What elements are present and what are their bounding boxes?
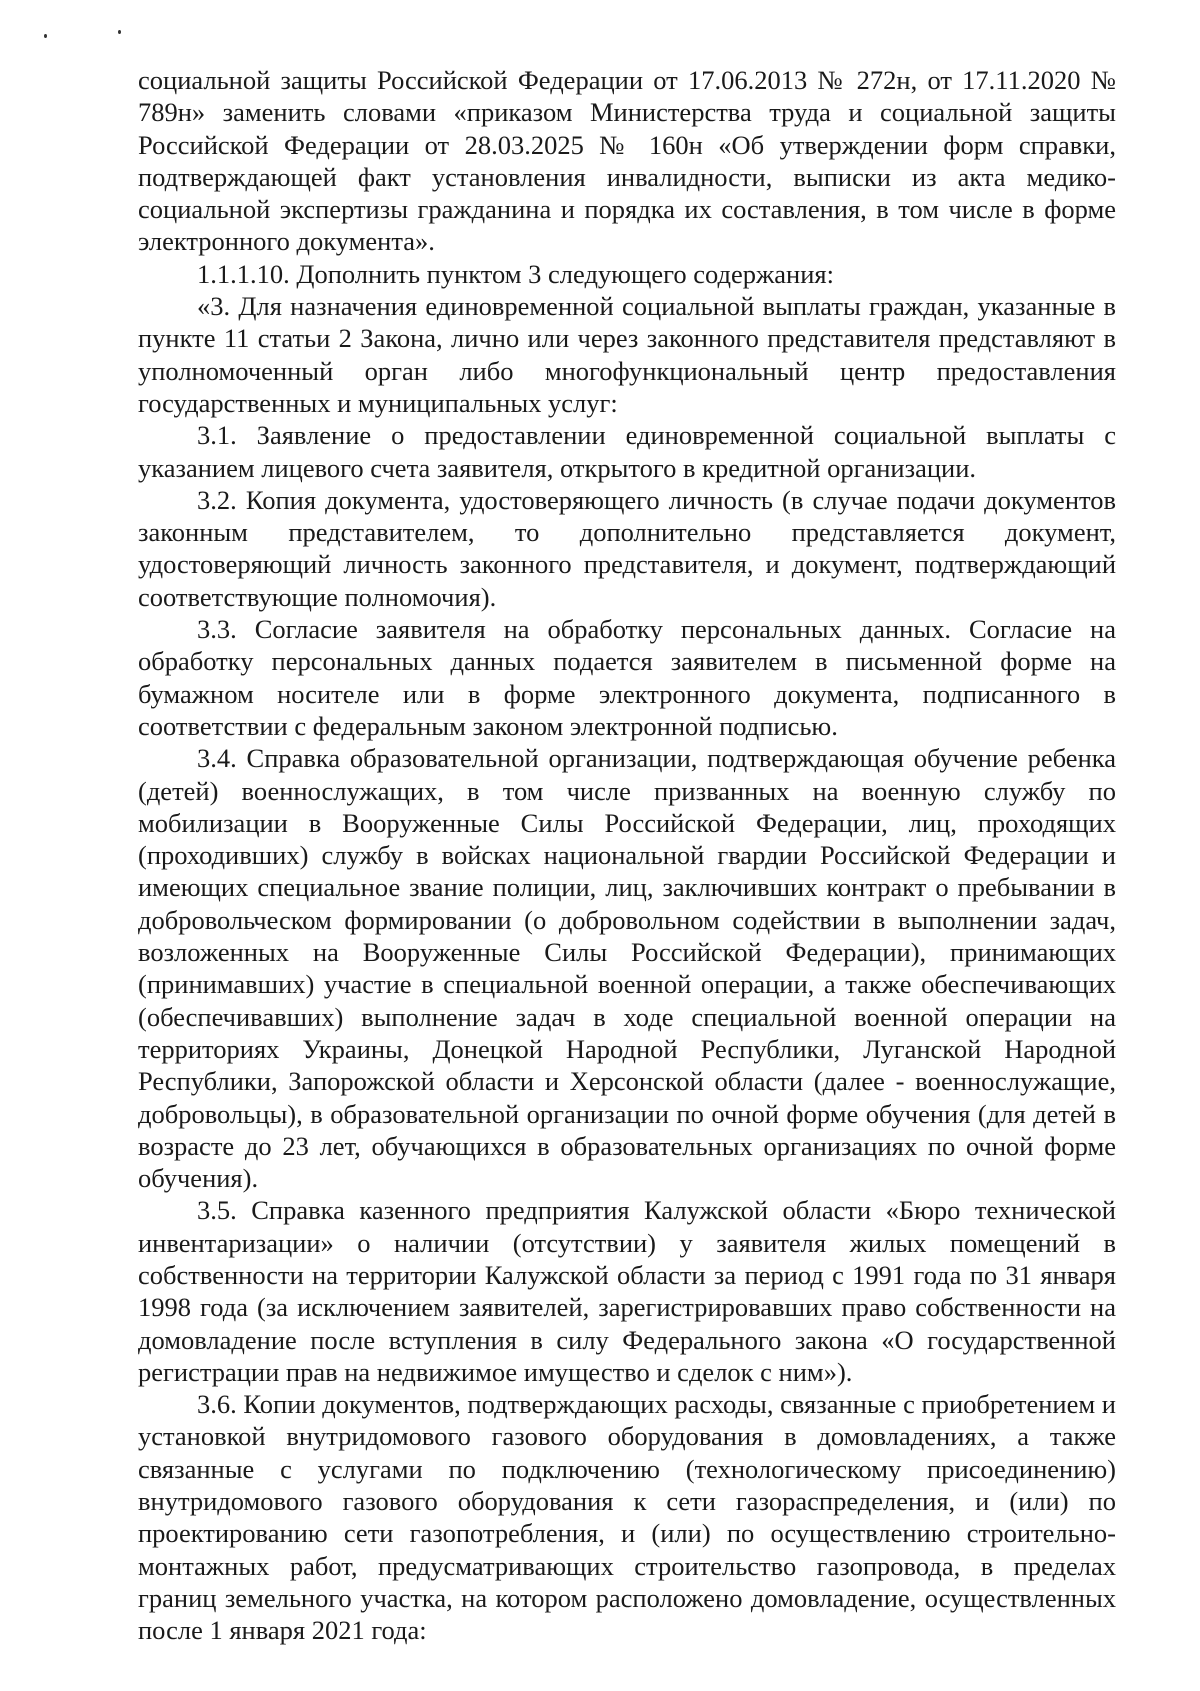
paragraph-item-3-2: 3.2. Копия документа, удостоверяющего личность (в случае подачи документов законным представителем, то дополнительно представляется документ, удостоверяющий личность законного представителя, и документ, подтверждающий соответствующие полномочия).	[138, 484, 1116, 612]
paragraph-item-3: «3. Для назначения единовременной социальной выплаты граждан, указанные в пункте 11 статьи 2 Закона, лично или через законного представителя представляют в уполномоченный орган либо многофункциональный центр предоставления государственных и муниципальных услуг:	[138, 291, 1116, 418]
scan-speck	[44, 34, 47, 38]
paragraph-item-3-1: 3.1. Заявление о предоставлении единовременной социальной выплаты с указанием лицевого счета заявителя, открытого в кредитной организации.	[138, 420, 1116, 483]
paragraph-item-3-6: 3.6. Копии документов, подтверждающих расходы, связанные с приобретением и установкой внутридомового газового оборудования в домовладениях, а также связанные с услугами по подключению (технологическому присоединению) внутридомового газового оборудования к сети газораспределения, и (или) по проектированию сети газопотребления, и (или) по осуществлению строительно-монтажных работ, предусматривающих строительство газопровода, в пределах границ земельного участка, на котором расположено домовладение, осуществленных после 1 января 2021 года:	[138, 1389, 1116, 1646]
paragraph-item-3-5: 3.5. Справка казенного предприятия Калужской области «Бюро технической инвентаризации» о наличии (отсутствии) у заявителя жилых помещений в собственности на территории Калужской области за период с 1991 года по 31 января 1998 года (за исключением заявителей, зарегистрировавших право собственности на домовладение после вступления в силу Федерального закона «О государственной регистрации прав на недвижимое имущество и сделок с ним»).	[138, 1195, 1116, 1387]
paragraph-item-1-1-1-10: 1.1.1.10. Дополнить пунктом 3 следующего содержания:	[197, 258, 834, 289]
paragraph-item-3-3: 3.3. Согласие заявителя на обработку персональных данных. Согласие на обработку персональных данных подается заявителем в письменной форме на бумажном носителе или в форме электронного документа, подписанного в соответствии с федеральным законом электронной подписью.	[138, 614, 1116, 741]
scan-speck	[118, 30, 121, 34]
paragraph-continuation: социальной защиты Российской Федерации от 17.06.2013 № 272н, от 17.11.2020 № 789н» заменить словами «приказом Министерства труда и социальной защиты Российской Федерации от 28.03.2025 № 160н «Об утверждении форм справки, подтверждающей факт установления инвалидности, выписки из акта медико-социальной экспертизы гражданина и порядка их составления, в том числе в форме электронного документа».	[138, 65, 1116, 257]
document-body	[138, 64, 1116, 1647]
paragraph-item-3-4: 3.4. Справка образовательной организации, подтверждающая обучение ребенка (детей) военнослужащих, в том числе призванных на военную службу по мобилизации в Вооруженные Силы Российской Федерации, лиц, проходящих (проходивших) службу в войсках национальной гвардии Российской Федерации и имеющих специальное звание полиции, лиц, заключивших контракт о пребывании в добровольческом формировании (о добровольном содействии в выполнении задач, возложенных на Вооруженные Силы Российской Федерации), принимающих (принимавших) участие в специальной военной операции, а также обеспечивающих (обеспечивавших) выполнение задач в ходе специальной военной операции на территориях Украины, Донецкой Народной Республики, Луганской Народной Республики, Запорожской области и Херсонской области (далее - военнослужащие, добровольцы), в образовательной организации по очной форме обучения (для детей в возрасте до 23 лет, обучающихся в образовательных организациях по очной форме обучения).	[138, 743, 1116, 1194]
